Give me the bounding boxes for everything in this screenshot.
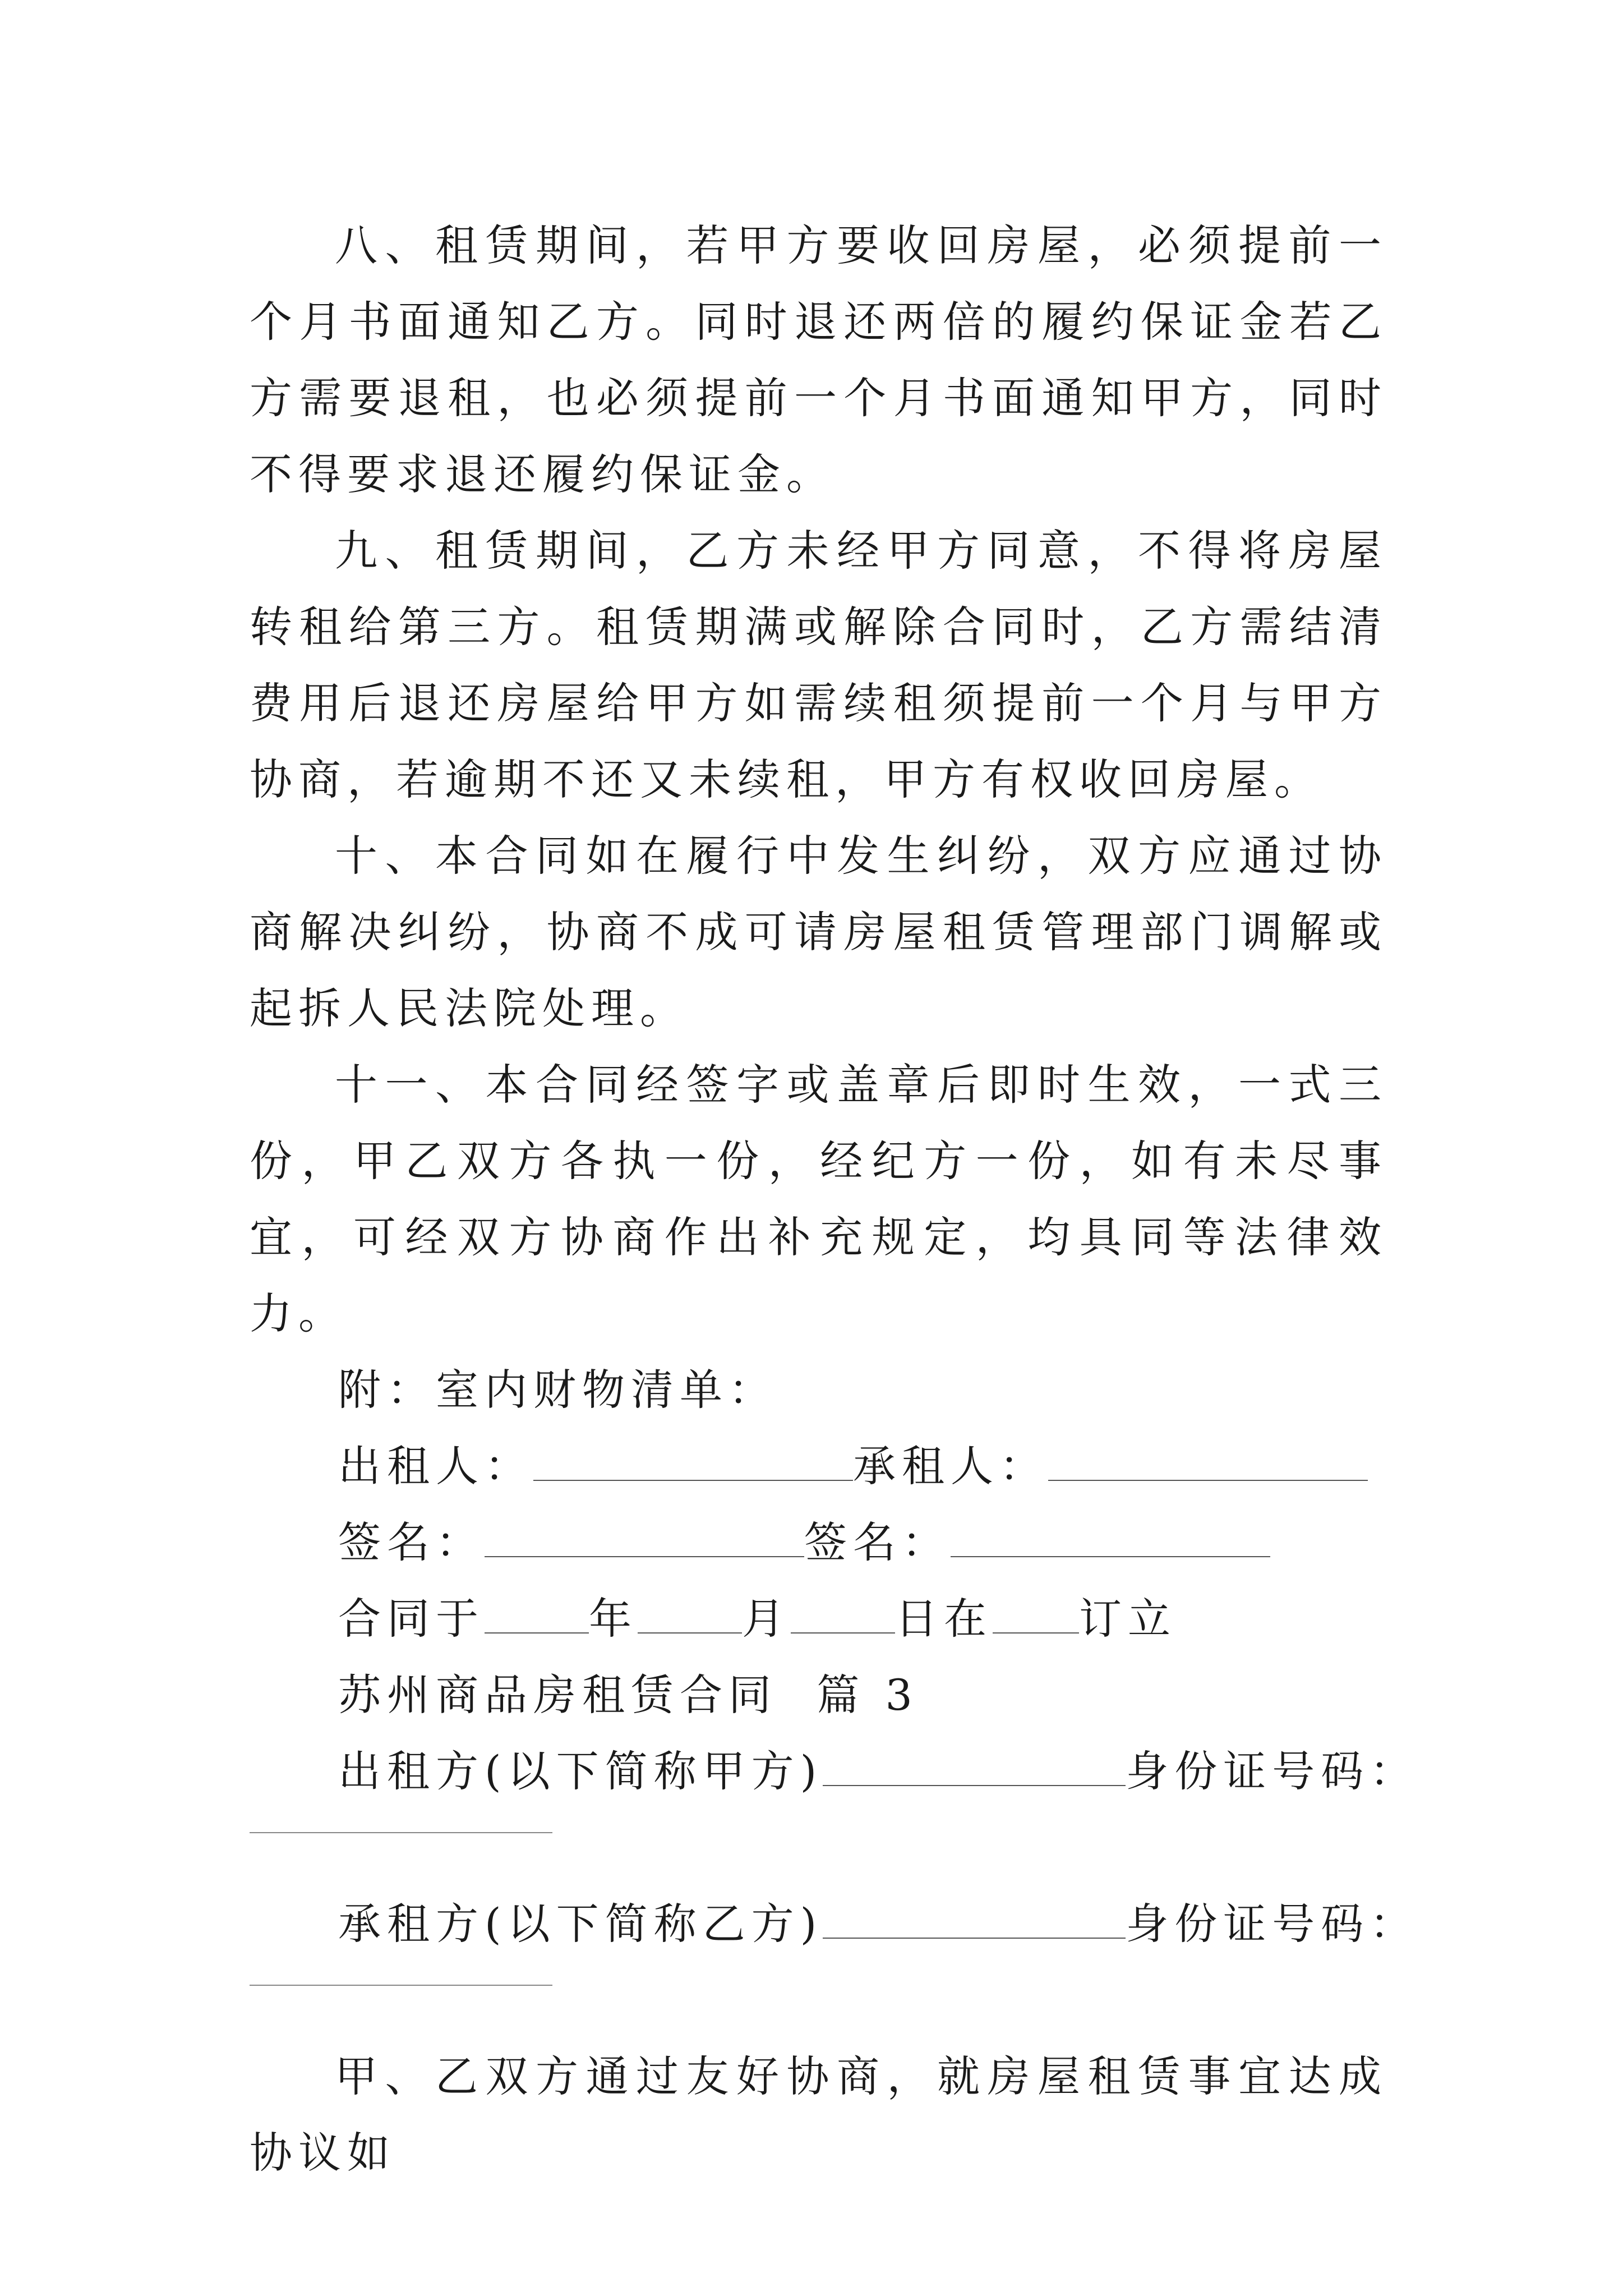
lessor-id-blank [250, 1832, 552, 1833]
section-title-text: 苏州商品房租赁合同 篇 3 [338, 1670, 919, 1720]
lessee-blank [1048, 1442, 1368, 1481]
day-label: 日在 [895, 1594, 993, 1644]
clause-8: 八、租赁期间，若甲方要收回房屋，必须提前一个月书面通知乙方。同时退还两倍的履约保证金若乙方需要退租，也必须提前一个月书面通知甲方，同时不得要求退还履约保证金。 [250, 220, 1387, 499]
lessee-party-line [250, 1886, 1419, 1962]
lessor-party-line [250, 1733, 1419, 1810]
lessee-party-blank [823, 1899, 1126, 1939]
lessee-id-blank-line [250, 1962, 1387, 2039]
closing-paragraph: 甲、乙双方通过友好协商，就房屋租赁事宜达成协议如 [250, 2051, 1387, 2178]
sign-blank-2 [951, 1518, 1270, 1557]
clause-10: 十、本合同如在履行中发生纠纷，双方应通过协商解决纠纷，协商不成可请房屋租赁管理部门调解或起拆人民法院处理。 [250, 831, 1387, 1033]
lessee-id-blank [250, 1985, 552, 1986]
month-blank [638, 1594, 742, 1634]
signature-line [250, 1504, 1387, 1581]
date-prefix: 合同于 [338, 1594, 485, 1644]
section-title [250, 1657, 1387, 1733]
day-blank [791, 1594, 895, 1634]
lessor-id-blank-line [250, 1810, 1387, 1886]
lessee-label: 承租人： [853, 1441, 1048, 1491]
date-suffix: 订立 [1079, 1594, 1177, 1644]
year-blank [485, 1594, 589, 1634]
place-blank [993, 1594, 1079, 1634]
year-label: 年 [589, 1594, 638, 1644]
sign-blank-1 [485, 1518, 804, 1557]
clause-9: 九、租赁期间，乙方未经甲方同意，不得将房屋转租给第三方。租赁期满或解除合同时，乙方需结清费用后退还房屋给甲方如需续租须提前一个月与甲方协商，若逾期不还又未续租，甲方有权收回房屋。 [250, 526, 1387, 804]
sign-label-1: 签名： [338, 1517, 485, 1567]
month-label: 月 [742, 1594, 791, 1644]
attachment-line [250, 1352, 1387, 1428]
lessor-blank [533, 1442, 853, 1481]
lessor-lessee-line [250, 1428, 1387, 1504]
lessee-id-label: 身份证号码： [1126, 1899, 1419, 1949]
clause-11: 十一、本合同经签字或盖章后即时生效，一式三份，甲乙双方各执一份，经纪方一份，如有未尽事宜，可经双方协商作出补充规定，均具同等法律效力。 [250, 1060, 1387, 1338]
lessor-label: 出租人： [338, 1441, 533, 1491]
sign-label-2: 签名： [804, 1517, 951, 1567]
lessor-party-label: 出租方(以下简称甲方) [338, 1746, 823, 1796]
attachment-label: 附：室内财物清单： [338, 1365, 777, 1415]
lessee-party-label: 承租方(以下简称乙方) [338, 1899, 823, 1949]
lessor-party-blank [823, 1747, 1126, 1786]
lessor-id-label: 身份证号码： [1126, 1746, 1419, 1796]
date-line [250, 1581, 1387, 1657]
